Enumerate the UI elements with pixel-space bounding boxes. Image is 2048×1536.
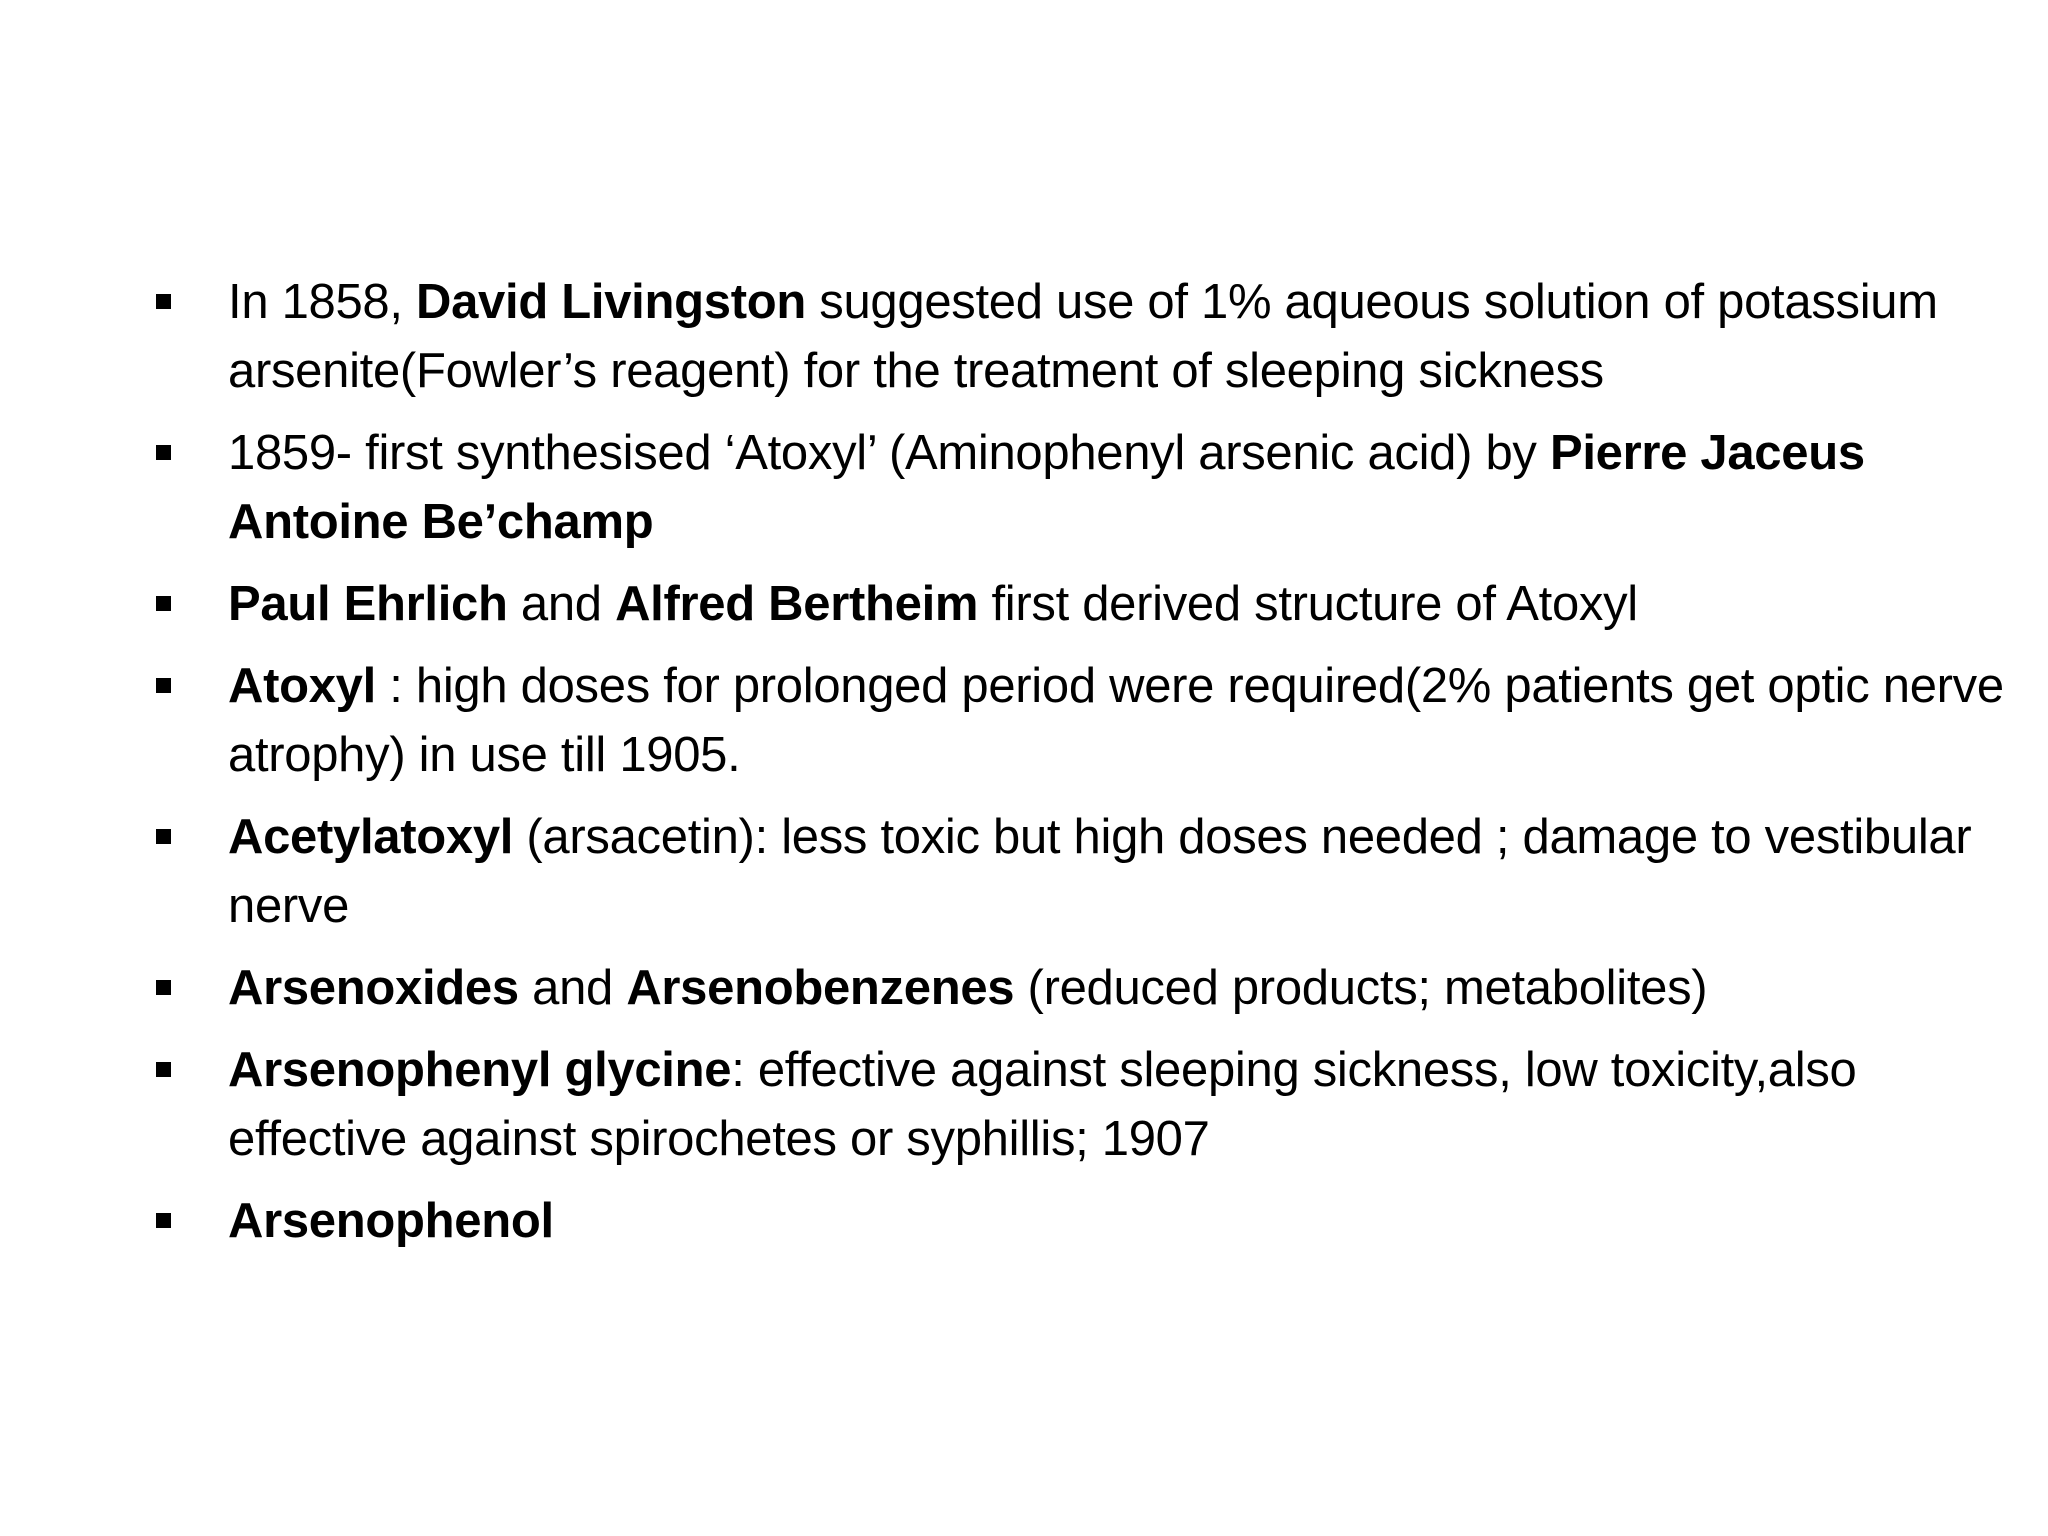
bullet-text-segment-bold: David Livingston bbox=[416, 275, 806, 329]
bullet-text-segment-bold: Paul Ehrlich bbox=[228, 577, 508, 631]
bullet-list bbox=[148, 268, 2008, 1269]
bullet-item bbox=[148, 570, 2008, 639]
bullet-text-segment-bold: Acetylatoxyl bbox=[228, 810, 514, 864]
bullet-text-segment-bold: Pierre Jaceus Antoine Be’champ bbox=[228, 426, 1865, 549]
bullet-text-segment: : high doses for prolonged period were required(2% patients get optic nerve atrophy) in use till 1905. bbox=[228, 659, 2004, 782]
bullet-item bbox=[148, 1036, 2008, 1174]
bullet-text-segment-bold: Arsenophenyl glycine bbox=[228, 1043, 732, 1097]
square-bullet-icon bbox=[156, 1062, 171, 1077]
bullet-text-segment-bold: Arsenoxides bbox=[228, 961, 519, 1015]
square-bullet-icon bbox=[156, 678, 171, 693]
bullet-text-segment: : effective against sleeping sickness, low toxicity,also effective against spirochetes or syphillis; 1907 bbox=[228, 1043, 1857, 1166]
bullet-text-segment-bold: Alfred Bertheim bbox=[615, 577, 979, 631]
square-bullet-icon bbox=[156, 1213, 171, 1228]
bullet-item bbox=[148, 954, 2008, 1023]
bullet-item bbox=[148, 1187, 2008, 1256]
bullet-text-segment: and bbox=[507, 577, 616, 631]
bullet-text-segment: (arsacetin): less toxic but high doses needed ; damage to vestibular nerve bbox=[228, 810, 1972, 933]
square-bullet-icon bbox=[156, 829, 171, 844]
bullet-item bbox=[148, 803, 2008, 941]
bullet-text-segment: first derived structure of Atoxyl bbox=[978, 577, 1638, 631]
square-bullet-icon bbox=[156, 294, 171, 309]
bullet-text-segment: and bbox=[518, 961, 627, 1015]
bullet-text-segment: (reduced products; metabolites) bbox=[1014, 961, 1708, 1015]
bullet-item bbox=[148, 268, 2008, 406]
square-bullet-icon bbox=[156, 596, 171, 611]
bullet-text-segment-bold: Arsenophenol bbox=[228, 1194, 554, 1248]
bullet-text-segment-bold: Atoxyl bbox=[228, 659, 376, 713]
bullet-text-segment: In 1858, bbox=[228, 275, 417, 329]
bullet-text-segment: suggested use of 1% aqueous solution of potassium arsenite(Fowler’s reagent) for the treatment of sleeping sickness bbox=[228, 275, 1938, 398]
square-bullet-icon bbox=[156, 445, 171, 460]
bullet-text-segment-bold: Arsenobenzenes bbox=[626, 961, 1015, 1015]
bullet-item bbox=[148, 419, 2008, 557]
bullet-text-segment: 1859- first synthesised ‘Atoxyl’ (Aminophenyl arsenic acid) by bbox=[228, 426, 1550, 480]
bullet-item bbox=[148, 652, 2008, 790]
square-bullet-icon bbox=[156, 980, 171, 995]
